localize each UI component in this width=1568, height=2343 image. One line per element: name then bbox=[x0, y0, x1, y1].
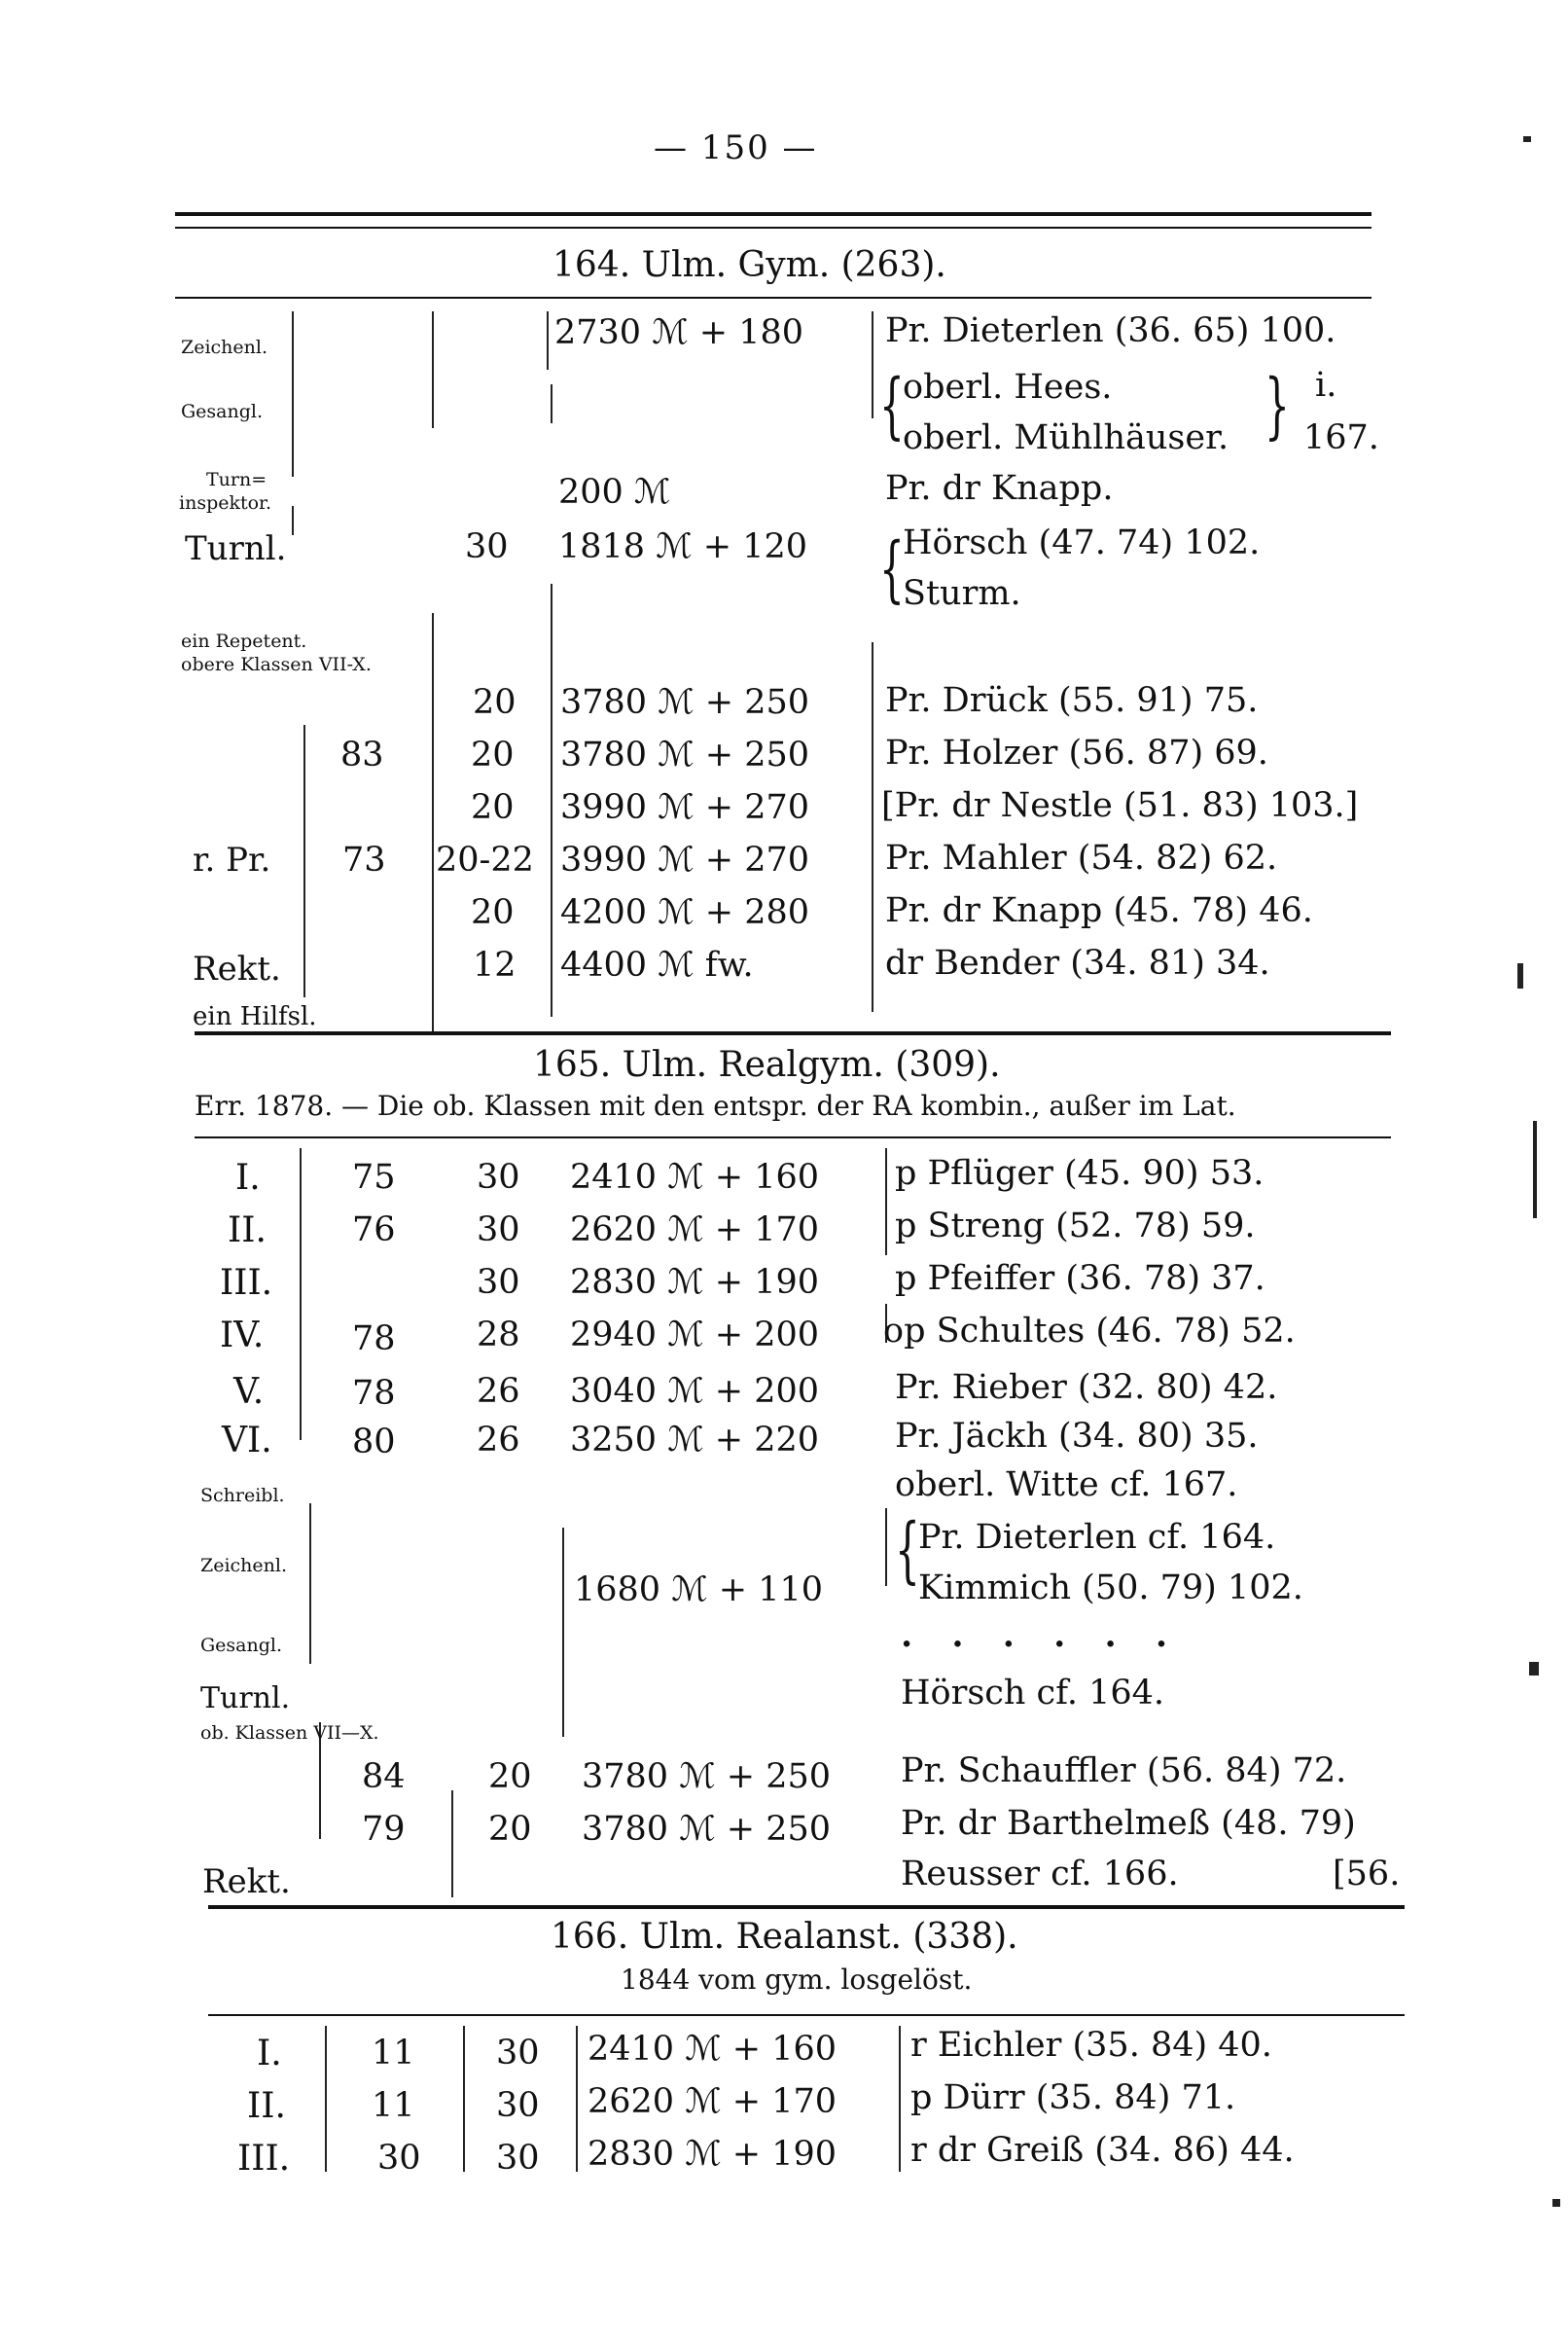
s165-teacher-1: p Streng (52. 78) 59. bbox=[895, 1207, 1256, 1245]
s164-teacher-9: [Pr. dr Nestle (51. 83) 103.] bbox=[881, 786, 1359, 825]
s165-money-12: 3780 ℳ + 250 bbox=[582, 1757, 832, 1796]
s165-label-0: I. bbox=[235, 1158, 261, 1198]
s165-num-0: 75 bbox=[352, 1158, 396, 1197]
s165-teacher-13: Pr. dr Barthelmeß (48. 79) bbox=[901, 1804, 1356, 1843]
s164-hours-7: 20 bbox=[473, 683, 517, 722]
section-166-col-line-3 bbox=[576, 2026, 578, 2172]
scan-mark bbox=[1552, 2199, 1560, 2207]
s166-teacher-0: r Eichler (35. 84) 40. bbox=[910, 2026, 1272, 2065]
section-164-col-line-3c bbox=[551, 584, 552, 1017]
s164-hours-4: 30 bbox=[465, 527, 509, 566]
section-166-col-line-1 bbox=[325, 2026, 327, 2172]
section-165-title: 165. Ulm. Realgym. (309). bbox=[533, 1045, 1001, 1085]
s165-label-gesangl: Gesangl. bbox=[200, 1635, 283, 1656]
section-164-col-line-1c bbox=[303, 725, 305, 997]
section-164-header-rule bbox=[175, 297, 1372, 299]
s164-label-zeichenl: Zeichenl. bbox=[181, 337, 267, 358]
s164-teacher-1: oberl. Hees. bbox=[903, 368, 1113, 407]
s165-num-13: 79 bbox=[362, 1810, 406, 1849]
s165-teacher-14: Reusser cf. 166. bbox=[901, 1855, 1179, 1893]
s165-money-4: 3040 ℳ + 200 bbox=[570, 1372, 820, 1411]
section-165-header-rule bbox=[195, 1136, 1391, 1138]
s164-label-gesangl: Gesangl. bbox=[181, 401, 264, 422]
section-165-col-line-3 bbox=[562, 1528, 564, 1737]
section-166-note: 1844 vom gym. losgelöst. bbox=[621, 1964, 973, 1996]
section-164-top-rule-thin bbox=[175, 227, 1372, 229]
s165-money-13: 3780 ℳ + 250 bbox=[582, 1810, 832, 1849]
s164-bracket-note: i. bbox=[1315, 366, 1337, 405]
s164-money-4: 1818 ℳ + 120 bbox=[558, 527, 808, 566]
s166-num-0: 11 bbox=[372, 2034, 415, 2073]
s164-label-obere-klassen: obere Klassen VII-X. bbox=[181, 654, 372, 675]
s165-label-2: III. bbox=[220, 1263, 273, 1303]
s164-money-0: 2730 ℳ + 180 bbox=[554, 313, 804, 352]
section-165-note: Err. 1878. — Die ob. Klassen mit den entspr. der RA kombin., außer im Lat. bbox=[195, 1090, 1236, 1122]
s164-teacher-5: Sturm. bbox=[903, 574, 1021, 613]
s164-teacher-2: oberl. Mühlhäuser. bbox=[903, 418, 1229, 457]
s164-num-8: 83 bbox=[340, 736, 384, 775]
s165-num-1: 76 bbox=[352, 1210, 396, 1249]
s166-hours-2: 30 bbox=[496, 2139, 540, 2178]
s164-hours-11: 20 bbox=[471, 893, 515, 932]
s164-teacher-10: Pr. Mahler (54. 82) 62. bbox=[885, 839, 1278, 878]
section-164-col-line-3 bbox=[547, 311, 549, 370]
s165-money-8: 1680 ℳ + 110 bbox=[574, 1570, 824, 1609]
s164-teacher-7: Pr. Drück (55. 91) 75. bbox=[885, 681, 1259, 720]
s166-num-1: 11 bbox=[372, 2086, 415, 2125]
section-166-header-rule bbox=[208, 2014, 1405, 2016]
s164-teacher-4: Hörsch (47. 74) 102. bbox=[903, 523, 1261, 562]
s165-teacher-7: Pr. Dieterlen cf. 164. bbox=[918, 1518, 1276, 1557]
section-164-col-line-3b bbox=[551, 384, 552, 423]
s164-money-8: 3780 ℳ + 250 bbox=[560, 736, 810, 775]
s165-hours-5: 26 bbox=[477, 1421, 520, 1460]
s164-hours-12: 12 bbox=[473, 946, 517, 985]
s165-teacher-0: p Pflüger (45. 90) 53. bbox=[895, 1154, 1265, 1193]
section-164-top-rule bbox=[175, 212, 1372, 216]
s165-num-4: 78 bbox=[352, 1374, 396, 1413]
scan-mark bbox=[1529, 1662, 1539, 1676]
s166-teacher-1: p Dürr (35. 84) 71. bbox=[910, 2078, 1236, 2117]
s164-hours-10: 20-22 bbox=[436, 841, 534, 880]
s166-label-0: I. bbox=[257, 2034, 282, 2073]
scan-mark bbox=[1523, 136, 1531, 142]
scan-mark bbox=[1533, 1121, 1537, 1218]
section-164-col-line-4 bbox=[872, 311, 873, 418]
s165-hours-12: 20 bbox=[488, 1757, 532, 1796]
section-166-top-rule bbox=[208, 1905, 1405, 1909]
s165-num-3: 78 bbox=[352, 1319, 396, 1358]
section-164-title: 164. Ulm. Gym. (263). bbox=[552, 245, 946, 285]
s164-left-brace-2: { bbox=[879, 527, 905, 611]
s165-label-5: VI. bbox=[222, 1421, 272, 1460]
s164-money-12: 4400 ℳ fw. bbox=[560, 946, 754, 985]
s165-teacher-12: Pr. Schauffler (56. 84) 72. bbox=[901, 1751, 1347, 1790]
s166-label-2: III. bbox=[237, 2139, 291, 2179]
s165-label-ob-klassen: ob. Klassen VII—X. bbox=[200, 1722, 379, 1744]
s166-num-2: 30 bbox=[377, 2139, 421, 2178]
s164-hours-9: 20 bbox=[471, 788, 515, 827]
scan-mark bbox=[1517, 963, 1523, 989]
s164-label-turninspektor-2: inspektor. bbox=[179, 492, 272, 514]
s166-money-1: 2620 ℳ + 170 bbox=[588, 2082, 837, 2121]
s165-label-turnl: Turnl. bbox=[200, 1681, 291, 1715]
s166-hours-1: 30 bbox=[496, 2086, 540, 2125]
section-165-col-line-4c bbox=[885, 1508, 887, 1586]
s164-label-turnl: Turnl. bbox=[185, 529, 287, 568]
s165-teacher-10: Hörsch cf. 164. bbox=[901, 1674, 1165, 1712]
s164-hours-8: 20 bbox=[471, 736, 515, 775]
s164-teacher-11: Pr. dr Knapp (45. 78) 46. bbox=[885, 891, 1313, 930]
section-165-col-line-4 bbox=[885, 1148, 887, 1255]
s165-teacher-9: . . . . . . bbox=[901, 1615, 1182, 1655]
s165-teacher-6: oberl. Witte cf. 167. bbox=[895, 1465, 1238, 1504]
s164-money-10: 3990 ℳ + 270 bbox=[560, 841, 810, 880]
s165-hours-13: 20 bbox=[488, 1810, 532, 1849]
section-165-col-line-1b bbox=[309, 1503, 311, 1664]
s165-label-rekt: Rekt. bbox=[202, 1862, 291, 1901]
s165-hours-0: 30 bbox=[477, 1158, 520, 1197]
s166-money-2: 2830 ℳ + 190 bbox=[588, 2135, 837, 2174]
s165-teacher-3: op Schultes (46. 78) 52. bbox=[883, 1312, 1296, 1351]
s165-hours-3: 28 bbox=[477, 1316, 520, 1354]
page-number: — 150 — bbox=[654, 128, 818, 167]
section-165-top-rule bbox=[195, 1031, 1391, 1035]
s165-teacher-5: Pr. Jäckh (34. 80) 35. bbox=[895, 1417, 1259, 1456]
s165-label-1: II. bbox=[228, 1210, 267, 1250]
section-166-col-line-4 bbox=[899, 2026, 901, 2172]
s165-label-schreibl: Schreibl. bbox=[200, 1485, 285, 1506]
section-164-col-line-1b bbox=[292, 506, 294, 535]
s164-num-10: 73 bbox=[342, 841, 386, 880]
s164-money-3: 200 ℳ bbox=[558, 473, 671, 512]
section-165-col-line-1 bbox=[300, 1148, 302, 1440]
s164-label-repetent: ein Repetent. bbox=[181, 631, 307, 652]
s165-note-56: [56. bbox=[1333, 1855, 1401, 1893]
s164-label-rpr: r. Pr. bbox=[193, 841, 271, 880]
s165-money-3: 2940 ℳ + 200 bbox=[570, 1316, 820, 1354]
section-164-col-line-1 bbox=[292, 311, 294, 477]
s165-money-1: 2620 ℳ + 170 bbox=[570, 1210, 820, 1249]
s164-teacher-12: dr Bender (34. 81) 34. bbox=[885, 944, 1270, 983]
s165-hours-4: 26 bbox=[477, 1372, 520, 1411]
s166-hours-0: 30 bbox=[496, 2034, 540, 2073]
s165-num-5: 80 bbox=[352, 1423, 396, 1461]
s164-label-hilfsl: ein Hilfsl. bbox=[193, 1002, 317, 1031]
s164-label-turninspektor-1: Turn= bbox=[206, 469, 267, 490]
s165-money-0: 2410 ℳ + 160 bbox=[570, 1158, 820, 1197]
s165-left-brace: { bbox=[895, 1508, 920, 1592]
s164-money-7: 3780 ℳ + 250 bbox=[560, 683, 810, 722]
section-166-title: 166. Ulm. Realanst. (338). bbox=[551, 1917, 1018, 1957]
s165-label-3: IV. bbox=[220, 1316, 265, 1355]
s165-num-12: 84 bbox=[362, 1757, 406, 1796]
s165-teacher-2: p Pfeiffer (36. 78) 37. bbox=[895, 1259, 1265, 1298]
s165-teacher-4: Pr. Rieber (32. 80) 42. bbox=[895, 1368, 1278, 1407]
section-164-col-line-4b bbox=[872, 642, 873, 1012]
s164-teacher-8: Pr. Holzer (56. 87) 69. bbox=[885, 734, 1268, 773]
s165-label-zeichenl: Zeichenl. bbox=[200, 1555, 287, 1576]
s166-money-0: 2410 ℳ + 160 bbox=[588, 2030, 837, 2069]
s165-money-5: 3250 ℳ + 220 bbox=[570, 1421, 820, 1460]
section-164-col-line-2b bbox=[432, 613, 434, 1031]
s164-left-brace-1: { bbox=[879, 364, 905, 448]
s165-hours-2: 30 bbox=[477, 1263, 520, 1302]
s165-hours-1: 30 bbox=[477, 1210, 520, 1249]
s164-teacher-0: Pr. Dieterlen (36. 65) 100. bbox=[885, 311, 1336, 350]
s164-note-167: 167. bbox=[1303, 418, 1379, 457]
s164-money-9: 3990 ℳ + 270 bbox=[560, 788, 810, 827]
s165-label-4: V. bbox=[233, 1372, 265, 1412]
s164-right-brace-1: } bbox=[1265, 364, 1290, 448]
section-165-col-line-2 bbox=[451, 1790, 453, 1897]
section-166-col-line-2 bbox=[463, 2026, 465, 2172]
s166-teacher-2: r dr Greiß (34. 86) 44. bbox=[910, 2131, 1295, 2170]
s165-money-2: 2830 ℳ + 190 bbox=[570, 1263, 820, 1302]
s164-label-rekt: Rekt. bbox=[193, 950, 281, 989]
s164-money-11: 4200 ℳ + 280 bbox=[560, 893, 810, 932]
s165-teacher-8: Kimmich (50. 79) 102. bbox=[918, 1568, 1303, 1607]
s166-label-1: II. bbox=[247, 2086, 286, 2126]
s164-teacher-3: Pr. dr Knapp. bbox=[885, 469, 1114, 508]
section-164-col-line-2 bbox=[432, 311, 434, 428]
